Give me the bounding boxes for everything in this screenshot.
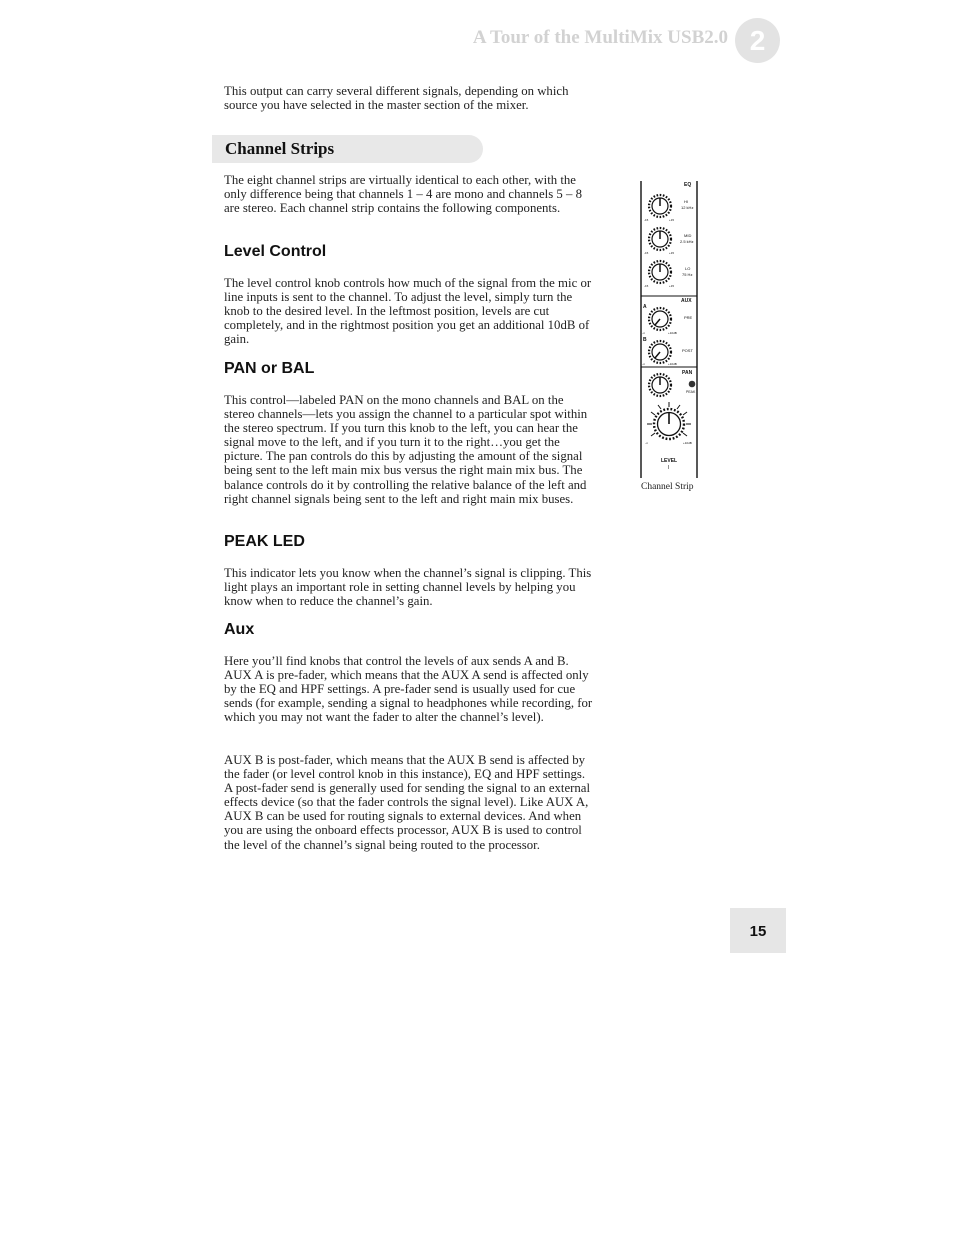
aux-a-min-label: -∞: [642, 331, 646, 335]
hi-freq-label: 12 kHz: [681, 205, 694, 210]
chapter-title: A Tour of the MultiMix USB2.0: [472, 27, 728, 48]
subhead-aux: Aux: [224, 621, 255, 638]
level-mark-label: I: [668, 465, 670, 471]
mid-minus-label: -15: [644, 251, 649, 255]
hi-minus-label: -15: [644, 218, 649, 222]
section-title: Channel Strips: [225, 139, 335, 158]
knob-aux-b: [649, 341, 671, 363]
aux-a-max-label: +10dB: [668, 331, 677, 335]
aux-b-max-label: +10dB: [668, 362, 677, 366]
mid-freq-label: 2.5 kHz: [680, 239, 694, 244]
level-max-label: +10dB: [683, 441, 692, 445]
lo-plus-label: +15: [669, 284, 675, 288]
knob-mid: [649, 228, 671, 250]
peak-led-body: This indicator lets you know when the channel’s signal is clipping. This light plays an important role in setting channel levels by helping you know when to reduce the channel’s gain.: [224, 566, 592, 609]
channel-strip-illustration: [636, 178, 702, 480]
subhead-peak-led: PEAK LED: [224, 533, 305, 550]
chapter-number-badge: 2: [735, 18, 780, 63]
lo-label: LO: [685, 266, 691, 271]
lo-freq-label: 75 Hz: [682, 272, 693, 277]
hi-label: HI: [684, 199, 688, 204]
pan-label: PAN: [682, 370, 693, 376]
aux-label: AUX: [681, 298, 692, 304]
subhead-level-control: Level Control: [224, 243, 327, 260]
hi-plus-label: +15: [669, 218, 675, 222]
pre-label: PRE: [684, 315, 693, 320]
aux-a-label: A: [643, 304, 647, 310]
page-number: 15: [730, 908, 786, 953]
figure-caption: Channel Strip: [641, 482, 694, 492]
level-control-body: The level control knob controls how much of the signal from the mic or line inputs is sent to the channel. To adjust the level, simply turn the knob to the desired level. In the leftmost position, levels are cut completely, and in the rightmost position you get an additional 10dB of gain.: [224, 276, 592, 347]
eq-label: EQ: [684, 182, 692, 188]
aux-b-label: B: [643, 337, 647, 343]
knob-hi: [649, 195, 671, 217]
knob-aux-a: [649, 308, 671, 330]
level-label: LEVEL: [661, 458, 678, 464]
level-min-label: -∞: [645, 441, 649, 445]
pan-bal-body: This control—labeled PAN on the mono channels and BAL on the stereo channels—lets you assign the channel to a particular spot within the stereo spectrum. If you turn this knob to the left, you can hear the signal move to the left, and if you turn it to the right…you get the picture. The pan controls do this by adjusting the amount of the signal being sent to the left main mix bus versus the right main mix bus. The balance controls do it by controlling the relative balance of the left and right channel signals being sent to the left and right main mix buses.: [224, 393, 588, 506]
aux-b-min-label: -∞: [642, 362, 646, 366]
subhead-pan-bal: PAN or BAL: [224, 360, 315, 377]
knob-pan: [649, 374, 671, 396]
section-intro: The eight channel strips are virtually identical to each other, with the only difference being that channels 1 – 4 are mono and channels 5 – 8 are stereo. Each channel strip contains the following components.: [224, 173, 582, 216]
mid-plus-label: +15: [669, 251, 675, 255]
aux-body-1: Here you’ll find knobs that control the levels of aux sends A and B. AUX A is pre-fader, which means that the AUX A send is affected only by the EQ and HPF settings. A pre-fader send is usually used for cue sends (for example, sending a signal to headphones while recording, for which you may not want the fader to alter the channel’s level).: [224, 654, 593, 725]
peak-led: [689, 381, 696, 388]
lo-minus-label: -15: [644, 284, 649, 288]
mid-label: MID: [684, 233, 692, 238]
level-knob: [647, 402, 691, 439]
post-label: POST: [682, 348, 693, 353]
aux-body-2: AUX B is post-fader, which means that the AUX B send is affected by the fader (or level control knob in this instance), EQ and HPF settings. A post-fader send is generally used for sending the signal to an external effects device (so that the fader controls the signal level). Like AUX A, AUX B can be used for routing signals to external devices. And when you are using the onboard effects processor, AUX B is used to control the level of the channel’s signal being routed to the processor.: [224, 753, 591, 852]
knob-lo: [649, 261, 671, 283]
peak-label: PEAK: [686, 390, 696, 394]
intro-paragraph: This output can carry several different signals, depending on which source you have selected in the master section of the mixer.: [224, 84, 569, 113]
